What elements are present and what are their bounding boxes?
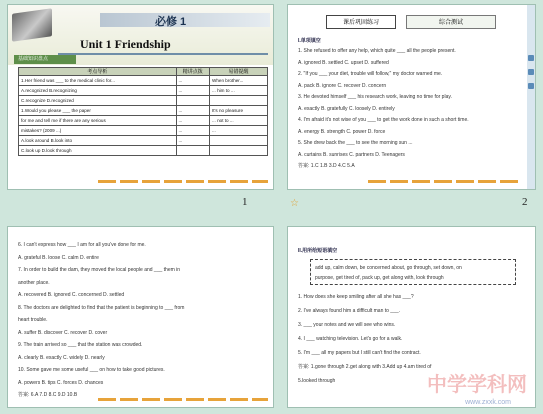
slide-3[interactable] bbox=[7, 226, 274, 408]
nav-icon[interactable] bbox=[528, 69, 534, 75]
table-row bbox=[19, 116, 268, 126]
table-cell bbox=[176, 96, 209, 106]
table-cell: A.look around B.look into bbox=[19, 136, 177, 146]
text-line: 8. The doctors are delighted to find that the patient is beginning to ___ from bbox=[18, 304, 185, 311]
table-cell bbox=[210, 136, 268, 146]
table-header: 精讲点拨 bbox=[176, 68, 209, 76]
table-cell: ... bbox=[176, 116, 209, 126]
text-line: another place. bbox=[18, 279, 50, 286]
table-cell: ... bbox=[176, 136, 209, 146]
table-cell: ... him to ... bbox=[210, 86, 268, 96]
table-cell: ... bbox=[176, 126, 209, 136]
slide-1[interactable] bbox=[7, 4, 274, 190]
text-line: 5. I'm ___ all my papers but I still can't find the contract. bbox=[298, 350, 421, 356]
section-heading: II.用所给短语填空 bbox=[298, 248, 338, 254]
table-cell: for me and tell me if there are any serious bbox=[19, 116, 177, 126]
table-cell: 1.Would you please ___ the paper bbox=[19, 106, 177, 116]
table-row bbox=[19, 126, 268, 136]
title-underline bbox=[58, 53, 268, 55]
text-line: A. pack B. ignore C. recover D. concern bbox=[298, 82, 387, 89]
tab-test[interactable]: 综合测试 bbox=[406, 15, 496, 29]
table-cell: It's no pleasure bbox=[210, 106, 268, 116]
phrase-box bbox=[310, 259, 516, 285]
book-image bbox=[12, 8, 52, 42]
table-header: 考点导析 bbox=[19, 68, 177, 76]
table-cell: ... bbox=[176, 76, 209, 86]
text-line: A. powers B. tips C. forces D. chances bbox=[18, 379, 104, 386]
text-line: 2. "If you ___ your diet, trouble will follow," my doctor warned me. bbox=[298, 71, 443, 77]
decorative-bar bbox=[98, 180, 268, 183]
table-cell: ... bbox=[210, 126, 268, 136]
text-line: 答案: 1.C 1.B 3.D 4.C 5.A bbox=[298, 163, 355, 169]
table-row bbox=[19, 136, 268, 146]
phrase-list: add up, calm down, be concerned about, go through, set down, on bbox=[315, 265, 462, 271]
table-cell: ... not to ... bbox=[210, 116, 268, 126]
text-line: 3. He devoted himself ___ his research work, leaving no time for play. bbox=[298, 94, 452, 100]
page-number: 2 bbox=[522, 196, 528, 208]
text-line: 7. In order to build the dam, they moved the local people and ___ them in bbox=[18, 267, 181, 273]
section-heading: I.单项填空 bbox=[298, 38, 321, 44]
text-line: A. ignored B. settled C. upset D. suffered bbox=[298, 59, 389, 66]
star-icon: ☆ bbox=[290, 198, 299, 209]
table-row bbox=[19, 76, 268, 86]
tab-practice[interactable]: 课后巩固练习 bbox=[326, 15, 396, 29]
table-cell: C.look up D.look through bbox=[19, 146, 177, 156]
text-line: heart trouble. bbox=[18, 317, 48, 323]
page-number: 1 bbox=[242, 196, 248, 208]
table-row bbox=[19, 86, 268, 96]
slide-4[interactable] bbox=[287, 226, 536, 408]
nav-icon[interactable] bbox=[528, 55, 534, 61]
text-line: A. curtains B. sunrises C. partners D. Teenagers bbox=[298, 151, 405, 158]
text-line: A. exactly B. gratefully C. loosely D. entirely bbox=[298, 105, 395, 112]
text-line: 5.looked through bbox=[298, 378, 336, 384]
text-line: 10. Some gave me some useful ___ on how to take good pictures. bbox=[18, 367, 165, 373]
table-cell: ... bbox=[176, 106, 209, 116]
text-line: A. energy B. strength C. power D. force bbox=[298, 128, 386, 135]
watermark-url: www.zxxk.com bbox=[465, 399, 511, 406]
module-title: 必修 1 bbox=[155, 16, 187, 28]
decorative-bar bbox=[98, 398, 268, 401]
unit-header bbox=[8, 5, 273, 65]
section-tag: 基础知识盘点 bbox=[14, 55, 76, 64]
text-line: 答案: 1.gone through 2.get along with 3.Add up 4.am tired of bbox=[298, 364, 432, 370]
text-line: 4. I'm afraid it's not wise of you ___ to get the work done in such a short time. bbox=[298, 117, 469, 123]
nav-icon[interactable] bbox=[528, 83, 534, 89]
unit-title: Unit 1 Friendship bbox=[80, 37, 171, 51]
table-cell: C.recognize D.recognized bbox=[19, 96, 177, 106]
text-line: 2. I've always found him a difficult man to ___. bbox=[298, 308, 401, 314]
table-cell bbox=[176, 146, 209, 156]
table-cell: When brother... bbox=[210, 76, 268, 86]
table-row bbox=[19, 96, 268, 106]
text-line: A. suffer B. discover C. recover D. cover bbox=[18, 329, 108, 336]
table-cell: A.recognized B.recognizing bbox=[19, 86, 177, 96]
table-cell bbox=[210, 96, 268, 106]
table-cell: ... bbox=[176, 86, 209, 96]
text-line: 9. The train arrived so ___ that the station was crowded. bbox=[18, 342, 143, 348]
vocab-table bbox=[18, 67, 268, 156]
text-line: 6. I can't express how ___ I am for all you've done for me. bbox=[18, 242, 146, 248]
text-line: 1. She refused to offer any help, which quite ___ all the people present. bbox=[298, 48, 456, 54]
text-line: 答案: 6.A 7.D 8.C 9.D 10.B bbox=[18, 392, 78, 398]
table-cell: 1.Her friend was ___ to the medical clinic for... bbox=[19, 76, 177, 86]
slide-2[interactable] bbox=[287, 4, 536, 190]
table-header: 易错提醒 bbox=[210, 68, 268, 76]
table-cell: mistakes? (2009 ...) bbox=[19, 126, 177, 136]
text-line: 5. She drew back the ___ to see the morning sun ... bbox=[298, 140, 413, 146]
text-line: A. clearly B. exactly C. widely D. nearly bbox=[18, 354, 105, 361]
text-line: 1. How does she keep smiling after all she has ___? bbox=[298, 294, 414, 300]
phrase-list: purpose, get tired of, pack up, get along with, look through bbox=[315, 275, 444, 281]
decorative-bar bbox=[368, 180, 518, 183]
side-icon-strip bbox=[527, 5, 535, 190]
text-line: A. grateful B. loose C. calm D. entire bbox=[18, 254, 99, 261]
text-line: 4. I ___ watching television. Let's go for a walk. bbox=[298, 336, 403, 342]
watermark-logo: 中学学科网 bbox=[427, 372, 527, 396]
table-row bbox=[19, 106, 268, 116]
text-line: 3. ___ your notes and we will see who wins. bbox=[298, 322, 396, 328]
tab-bar bbox=[288, 15, 535, 31]
table-cell bbox=[210, 146, 268, 156]
table-row bbox=[19, 146, 268, 156]
text-line: A. recovered B. ignored C. concerned D. settled bbox=[18, 292, 125, 298]
